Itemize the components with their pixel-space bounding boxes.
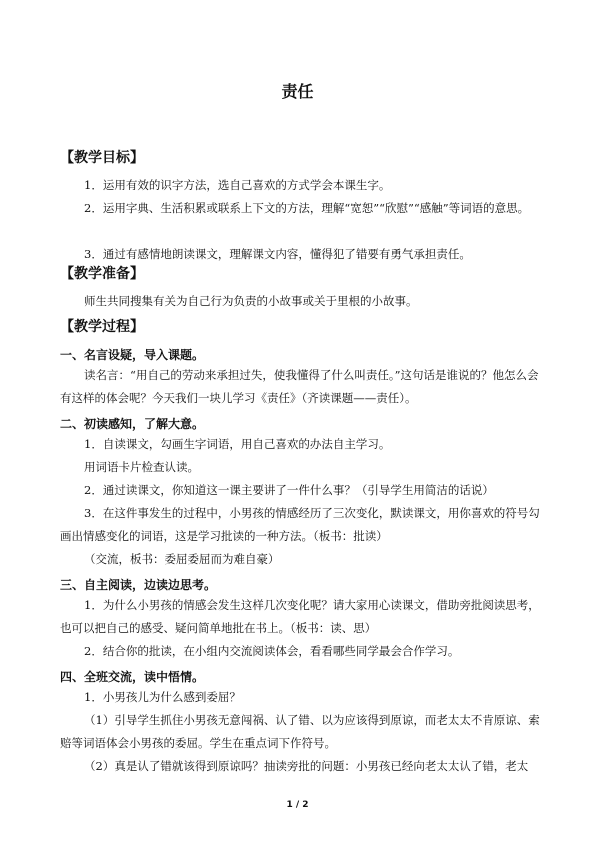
part2-heading: 二、初读感知，了解大意。 <box>60 417 205 431</box>
part2-item-4: 3．在这件事发生的过程中，小男孩的情感经历了三次变化，默读课文，用你喜欢的符号勾画出情感变化的词语，这是学习批读的一种方法。（板书：批读） <box>60 506 540 543</box>
part3-heading: 三、自主阅读，边读边思考。 <box>60 578 217 592</box>
part1-heading: 一、名言设疑，导入课题。 <box>60 348 205 362</box>
goal-item-1: 1．运用有效的识字方法，选自己喜欢的方式学会本课生字。 <box>84 178 391 192</box>
part3-item-1: 1．为什么小男孩的情感会发生这样几次变化呢？请大家用心读课文，借助旁批阅读思考，也可以把自己的感受、疑问简单地批在书上。（板书：读、思） <box>60 598 540 635</box>
page-number: 1 / 2 <box>286 800 309 810</box>
prep-text: 师生共同搜集有关为自己行为负责的小故事或关于里根的小故事。 <box>84 294 418 308</box>
goal-item-3: 3．通过有感情地朗读课文，理解课文内容，懂得犯了错要有勇气承担责任。 <box>84 247 471 261</box>
page-title: 责任 <box>281 82 314 101</box>
part2-item-5: （交流，板书：委屈委屈而为难自豪） <box>84 552 280 566</box>
part2-item-3: 2．通过读课文，你知道这一课主要讲了一件什么事？（引导学生用简洁的话说） <box>84 483 494 497</box>
part4-heading: 四、全班交流，读中悟情。 <box>60 670 205 684</box>
part4-item-2: （1）引导学生抓住小男孩无意闯祸、认了错、以为应该得到原谅，而老太太不肯原谅、索赔等词语体会小男孩的委屈。学生在重点词下作符号。 <box>60 713 540 750</box>
section-heading-process: 【教学过程】 <box>60 319 144 335</box>
part3-item-2: 2．结合你的批读，在小组内交流阅读体会，看看哪些同学最会合作学习。 <box>84 644 460 658</box>
section-heading-prep: 【教学准备】 <box>60 266 144 282</box>
part4-item-3: （2）真是认了错就该得到原谅吗？抽读旁批的问题：小男孩已经向老太太认了错，老太 <box>84 759 529 773</box>
part2-item-1: 1．自读课文，勾画生字词语，用自己喜欢的办法自主学习。 <box>84 437 391 451</box>
section-heading-goals: 【教学目标】 <box>60 150 144 166</box>
part1-text: 读名言：“用自己的劳动来承担过失，使我懂得了什么叫责任。”这句话是谁说的？他怎么会有这样的体会呢？今天我们一块儿学习《责任》（齐读课题——责任）。 <box>60 368 539 405</box>
part4-item-1: 1．小男孩儿为什么感到委屈？ <box>84 690 241 704</box>
goal-item-2: 2．运用字典、生活积累或联系上下文的方法，理解“宽恕”“欣慰”“感触”等词语的意思。 <box>84 201 530 215</box>
part2-item-2: 用词语卡片检查认读。 <box>84 460 199 474</box>
